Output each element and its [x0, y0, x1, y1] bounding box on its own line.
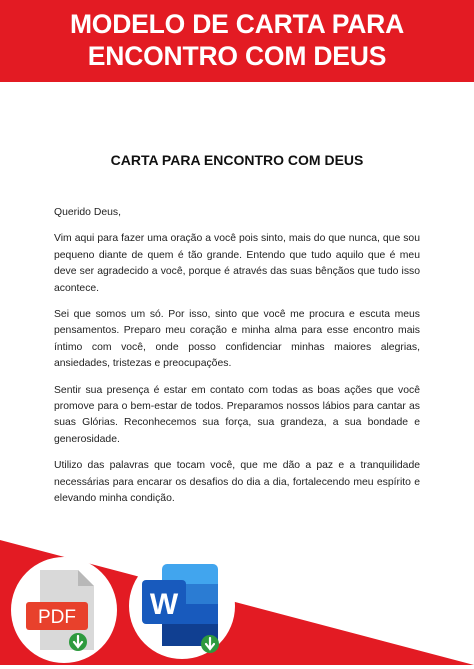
header-banner: [0, 0, 474, 82]
pdf-file-icon: [10, 556, 118, 664]
word-label: W: [149, 588, 179, 621]
letter-body: [54, 205, 420, 518]
banner-title-line-1: MODELO DE CARTA PARA: [69, 9, 405, 39]
pdf-download-button[interactable]: [10, 556, 118, 664]
pdf-label: PDF: [38, 607, 76, 628]
letter-greeting: Querido Deus,: [54, 207, 121, 218]
letter-paragraph: Sei que somos um só. Por isso, sinto que você me procura e escuta meus pensamentos. Preparo meu coração e minha alma para esse encontro mais íntimo com você, onde posso confidenciar minhas maiores alegrias, ansiedades, tristezas e preocupações.: [54, 309, 420, 370]
letter-paragraph: Utilizo das palavras que tocam você, que me dão a paz e a tranquilidade necessárias para encarar os desafios do dia a dia, fortalecendo meu espírito e elevando minha condição.: [54, 460, 420, 505]
banner-title: [0, 8, 474, 72]
word-file-icon: [128, 548, 236, 660]
word-download-button[interactable]: [128, 548, 236, 660]
letter-paragraph: Sentir sua presença é estar em contato com todas as boas ações que você promove para o bem-estar de todos. Preparamos nossos lábios para cantar as suas Glórias. Reconhecemos sua força, sua grandeza, a sua bondade e generosidade.: [54, 384, 420, 445]
letter-paragraph: Vim aqui para fazer uma oração a você pois sinto, mais do que nunca, que sou pequeno diante de quem é tão grande. Entendo que tudo aquilo que é meu deve ser agradecido a você, porque é através das suas bênçãos que tudo isso acontece.: [54, 233, 420, 294]
letter-title: CARTA PARA ENCONTRO COM DEUS: [110, 152, 364, 168]
banner-title-line-2: ENCONTRO COM DEUS: [87, 41, 387, 71]
